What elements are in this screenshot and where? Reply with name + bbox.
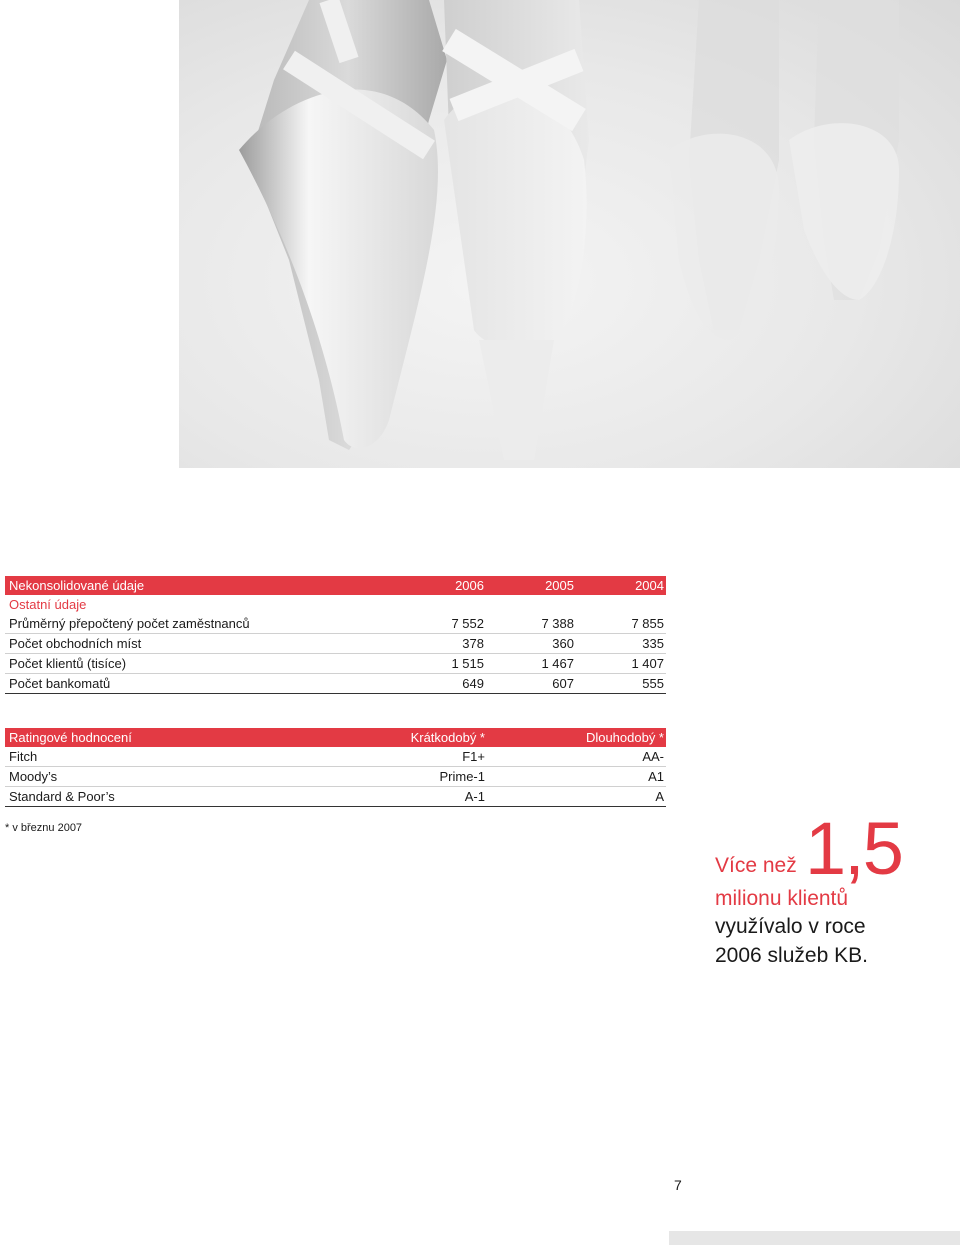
page-number: 7 [674, 1177, 682, 1193]
ratingove-hodnoceni-table [5, 728, 666, 807]
highlight-unit: milionu klientů [715, 887, 849, 910]
agency-label: Standard & Poor’s [9, 789, 115, 804]
agency-label: Fitch [9, 749, 38, 764]
value-2004: 555 [642, 676, 664, 691]
table-row [5, 634, 666, 654]
table-row [5, 747, 666, 767]
table-row [5, 787, 666, 807]
highlight-line-3: využívalo v roce [715, 915, 866, 938]
highlight-prefix: Více než [715, 854, 797, 877]
long-term-rating: A1 [648, 769, 664, 784]
value-2005: 360 [552, 636, 574, 651]
bottom-bar [669, 1231, 960, 1245]
highlight-number: 1,5 [805, 807, 902, 890]
section-label: Ostatní údaje [9, 597, 87, 612]
value-2004: 335 [642, 636, 664, 651]
value-2005: 607 [552, 676, 574, 691]
short-term-rating: A-1 [464, 789, 485, 804]
value-2006: 7 552 [451, 616, 484, 631]
footnote: * v březnu 2007 [5, 822, 83, 834]
header-short-term: Krátkodobý * [410, 730, 485, 745]
header-2005: 2005 [545, 578, 574, 593]
table-row [5, 674, 666, 694]
table-row [5, 614, 666, 634]
row-label: Průměrný přepočtený počet zaměstnanců [9, 616, 250, 631]
table-header [5, 576, 666, 595]
short-term-rating: F1+ [462, 749, 485, 764]
value-2004: 1 407 [631, 656, 664, 671]
row-label: Počet obchodních míst [9, 636, 142, 651]
row-label: Počet klientů (tisíce) [9, 656, 127, 671]
value-2006: 1 515 [451, 656, 484, 671]
value-2006: 378 [462, 636, 484, 651]
row-label: Počet bankomatů [9, 676, 111, 691]
value-2005: 1 467 [541, 656, 574, 671]
table-row [5, 767, 666, 787]
table-row [5, 654, 666, 674]
highlight-line-4: 2006 služeb KB. [715, 944, 868, 967]
value-2004: 7 855 [631, 616, 664, 631]
header-2006: 2006 [455, 578, 484, 593]
section-title [5, 595, 666, 614]
ballet-shoes-photo [179, 0, 960, 468]
short-term-rating: Prime-1 [439, 769, 485, 784]
header-label: Nekonsolidované údaje [9, 578, 145, 593]
value-2006: 649 [462, 676, 484, 691]
header-long-term: Dlouhodobý * [585, 730, 664, 745]
value-2005: 7 388 [541, 616, 574, 631]
header-label: Ratingové hodnocení [9, 730, 132, 745]
nekonsolidovane-udaje-table [5, 576, 666, 694]
agency-label: Moody’s [9, 769, 58, 784]
long-term-rating: AA- [642, 749, 664, 764]
long-term-rating: A [655, 789, 664, 804]
header-2004: 2004 [635, 578, 664, 593]
table-header [5, 728, 666, 747]
